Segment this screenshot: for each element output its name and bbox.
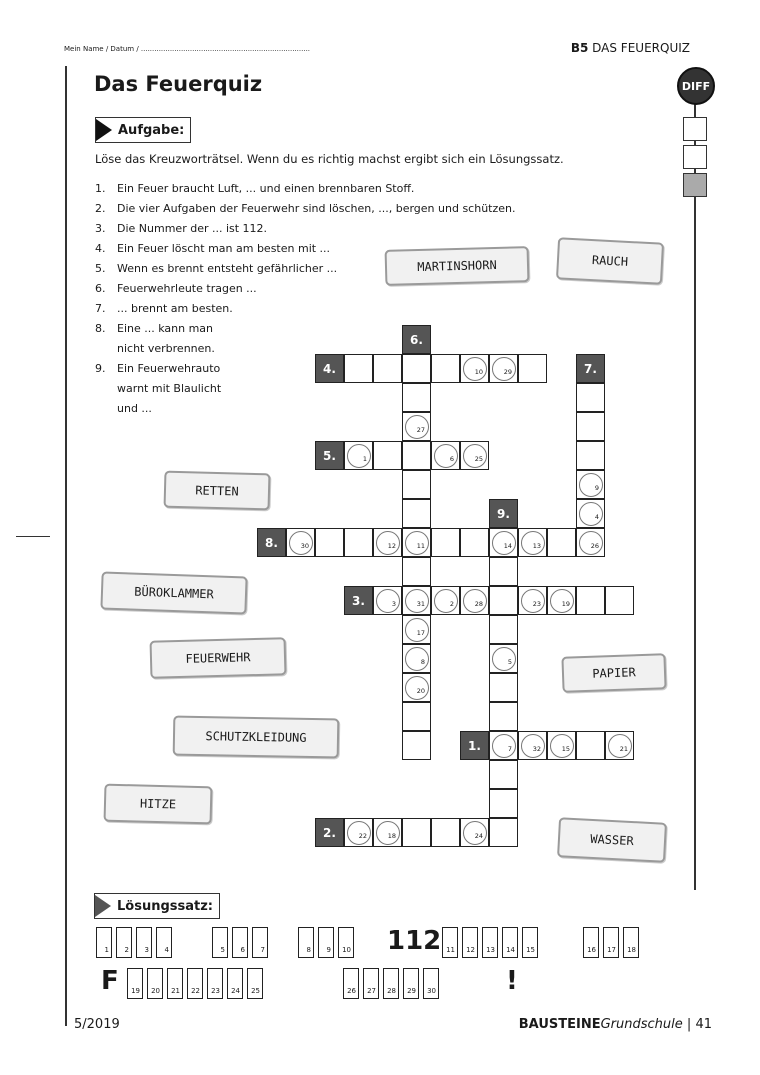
solution-letter-number: 14 [506, 946, 515, 954]
word-card[interactable]: HITZE [104, 784, 213, 825]
solution-letter-box[interactable] [603, 927, 619, 958]
solution-circle-number: 14 [503, 542, 512, 550]
solution-circle-number: 25 [474, 455, 483, 463]
solution-circle-number: 6 [449, 455, 454, 463]
solution-letter-box[interactable] [247, 968, 263, 999]
solution-letter-number: 2 [124, 946, 129, 954]
word-card[interactable]: FEUERWEHR [150, 637, 287, 679]
solution-letter-number: 29 [407, 987, 416, 995]
solution-letter-box[interactable] [318, 927, 334, 958]
solution-circle-number: 32 [532, 745, 541, 753]
solution-circle-number: 29 [503, 368, 512, 376]
solution-circle-number: 23 [532, 600, 541, 608]
solution-letter-number: 9 [326, 946, 331, 954]
page-title: Das Feuerquiz [94, 72, 263, 96]
solution-letter-number: 13 [486, 946, 495, 954]
solution-circle-number: 11 [416, 542, 425, 550]
solution-circle-number: 13 [532, 542, 541, 550]
solution-letter-box[interactable] [442, 927, 458, 958]
crossword-clue-label: 3. [344, 586, 373, 615]
solution-letter-number: 17 [607, 946, 616, 954]
solution-letter-number: 19 [131, 987, 140, 995]
solution-circle-number: 18 [387, 832, 396, 840]
solution-letter-number: 21 [171, 987, 180, 995]
crossword-clue-label: 8. [257, 528, 286, 557]
solution-letter-number: 6 [240, 946, 245, 954]
solution-letter-number: 18 [627, 946, 636, 954]
solution-letter-box[interactable] [116, 927, 132, 958]
solution-circle-number: 4 [594, 513, 599, 521]
word-card[interactable]: PAPIER [561, 653, 666, 693]
solution-letter-number: 5 [220, 946, 225, 954]
clue: 9. Ein Feuerwehrauto [95, 362, 221, 375]
clue: und ... [117, 402, 152, 415]
solution-letter-number: 28 [387, 987, 396, 995]
clue: 3. Die Nummer der ... ist 112. [95, 222, 268, 235]
solution-exclamation: ! [506, 966, 518, 996]
solution-letter-box[interactable] [252, 927, 268, 958]
page-number: 41 [695, 1017, 712, 1032]
solution-letter-number: 16 [587, 946, 596, 954]
crossword-clue-label: 4. [315, 354, 344, 383]
solution-letter-number: 15 [526, 946, 535, 954]
solution-circle-number: 30 [300, 542, 309, 550]
section-title: DAS FEUERQUIZ [592, 41, 690, 55]
clue: 7. ... brennt am besten. [95, 302, 233, 315]
solution-circle-number: 8 [420, 658, 425, 666]
name-date-dots: ............................................................................ [140, 45, 311, 53]
solution-letter-box[interactable] [187, 968, 203, 999]
solution-letter-box[interactable] [207, 968, 223, 999]
crossword-clue-label: 6. [402, 325, 431, 354]
solution-letter-number: 25 [251, 987, 260, 995]
clue: 4. Ein Feuer löscht man am besten mit ... [95, 242, 331, 255]
solution-letter-number: 20 [151, 987, 160, 995]
solution-letter-box[interactable] [462, 927, 478, 958]
solution-circle-number: 1 [362, 455, 367, 463]
publication-footer [519, 1017, 712, 1032]
solution-number-112: 112 [387, 926, 442, 956]
clue: nicht verbrennen. [117, 342, 215, 355]
word-card[interactable]: BÜROKLAMMER [100, 571, 247, 614]
solution-circle-number: 28 [474, 600, 483, 608]
solution-circle-number: 15 [561, 745, 570, 753]
crossword-clue-label: 7. [576, 354, 605, 383]
crossword-clue-label: 5. [315, 441, 344, 470]
name-date-label: Mein Name / Datum [64, 45, 135, 53]
solution-letter-box[interactable] [127, 968, 143, 999]
solution-letter-number: 26 [347, 987, 356, 995]
solution-letter-box[interactable] [482, 927, 498, 958]
instructions: Löse das Kreuzworträtsel. Wenn du es richtig machst ergibt sich ein Lösungssatz. [95, 152, 564, 166]
word-card[interactable]: MARTINSHORN [385, 246, 530, 286]
crossword-clue-label: 9. [489, 499, 518, 528]
solution-letter-number: 27 [367, 987, 376, 995]
solution-letter-box[interactable] [338, 927, 354, 958]
solution-letter-box[interactable] [423, 968, 439, 999]
solution-letter-box[interactable] [583, 927, 599, 958]
solution-circle-number: 22 [358, 832, 367, 840]
solution-letter-number: 8 [306, 946, 311, 954]
solution-letter-box[interactable] [403, 968, 419, 999]
word-card[interactable]: WASSER [557, 817, 667, 863]
solution-letter-number: 3 [144, 946, 149, 954]
solution-circle-number: 26 [590, 542, 599, 550]
name-date-line[interactable]: Mein Name / Datum / ............................................................................ [64, 45, 311, 53]
clue: warnt mit Blaulicht [117, 382, 222, 395]
solution-letter-box[interactable] [363, 968, 379, 999]
solution-letter-number: 22 [191, 987, 200, 995]
solution-letter-number: 11 [446, 946, 455, 954]
solution-letter-box[interactable] [227, 968, 243, 999]
solution-circle-number: 5 [507, 658, 512, 666]
task-label: Aufgabe: [118, 122, 185, 138]
solution-letter-box[interactable] [167, 968, 183, 999]
solution-circle-number: 24 [474, 832, 483, 840]
word-card[interactable]: SCHUTZKLEIDUNG [173, 716, 340, 759]
solution-circle-number: 20 [416, 687, 425, 695]
brand-name: BAUSTEINE [518, 1017, 601, 1032]
solution-letter-number: 4 [164, 946, 169, 954]
solution-letter-box[interactable] [232, 927, 248, 958]
solution-letter-box[interactable] [502, 927, 518, 958]
solution-prefix: F [101, 966, 119, 996]
solution-circle-number: 27 [416, 426, 425, 434]
solution-letter-number: 23 [211, 987, 220, 995]
solution-letter-number: 30 [427, 987, 436, 995]
solution-circle-number: 7 [507, 745, 512, 753]
solution-letter-box[interactable] [136, 927, 152, 958]
solution-letter-box[interactable] [383, 968, 399, 999]
footer-separator: | [686, 1017, 692, 1032]
solution-circle-number: 10 [474, 368, 483, 376]
solution-letter-number: 7 [260, 946, 265, 954]
solution-letter-box[interactable] [522, 927, 538, 958]
solution-letter-box[interactable] [623, 927, 639, 958]
crossword-clue-label: 1. [460, 731, 489, 760]
solution-letter-box[interactable] [147, 968, 163, 999]
solution-circle-number: 17 [416, 629, 425, 637]
crossword-clue-label: 2. [315, 818, 344, 847]
solution-letter-box[interactable] [96, 927, 112, 958]
section-code: B5 [570, 41, 589, 55]
clue: 6. Feuerwehrleute tragen ... [95, 282, 257, 295]
solution-letter-box[interactable] [298, 927, 314, 958]
solution-circle-number: 12 [387, 542, 396, 550]
solution-circle-number: 3 [391, 600, 396, 608]
solution-letter-number: 12 [466, 946, 475, 954]
solution-letter-number: 10 [342, 946, 351, 954]
solution-letter-number: 24 [231, 987, 240, 995]
clue: 2. Die vier Aufgaben der Feuerwehr sind löschen, ..., bergen und schützen. [95, 202, 516, 215]
solution-circle-number: 31 [416, 600, 425, 608]
solution-letter-box[interactable] [343, 968, 359, 999]
difficulty-badge-text: DIFF [681, 79, 711, 93]
solution-label: Lösungssatz: [117, 898, 213, 914]
solution-letter-number: 1 [104, 946, 109, 954]
issue-label: 5/2019 [74, 1017, 120, 1032]
solution-letter-box[interactable] [156, 927, 172, 958]
solution-circle-number: 19 [561, 600, 570, 608]
solution-circle-number: 21 [619, 745, 628, 753]
solution-circle-number: 9 [594, 484, 599, 492]
word-card[interactable]: RETTEN [164, 471, 271, 511]
clue: 1. Ein Feuer braucht Luft, ... und einen brennbaren Stoff. [95, 182, 415, 195]
clue: 5. Wenn es brennt entsteht gefährlicher ... [95, 262, 338, 275]
solution-circle-number: 2 [449, 600, 454, 608]
brand-subtitle: Grundschule [600, 1017, 683, 1032]
clue: 8. Eine ... kann man [95, 322, 214, 335]
word-card[interactable]: RAUCH [556, 237, 664, 284]
solution-letter-box[interactable] [212, 927, 228, 958]
